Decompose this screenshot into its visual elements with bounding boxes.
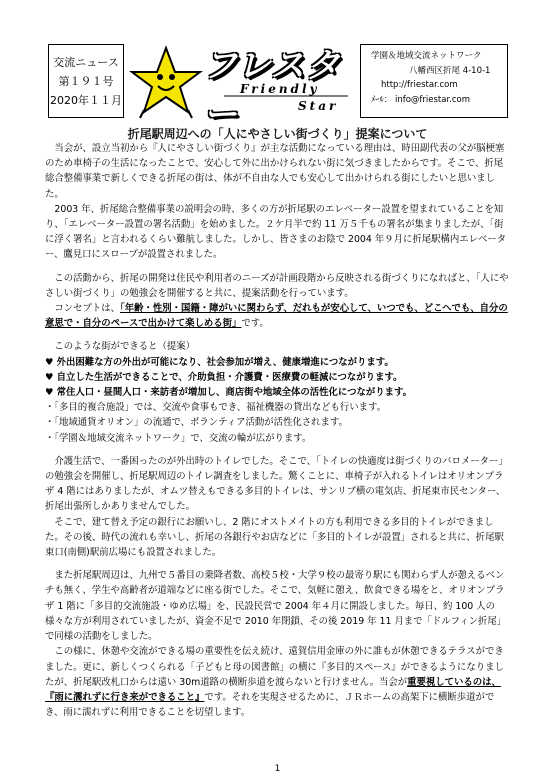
org-box [360, 44, 508, 118]
org-name: 学園＆地域交流ネットワーク [371, 51, 482, 61]
concept-tail: です。 [241, 318, 269, 330]
benefit-item: ♥ 外出困難な方の外出が可能になり、社会参加が増え、健康増進につながります。 [45, 356, 394, 368]
org-email: ﾒｰﾙ： info@friestar.com [371, 94, 471, 105]
brand-title: フレスター [203, 46, 341, 135]
issue-box [48, 44, 124, 118]
paragraph: 当会が、設立当初から『人にやさしい街づくり』が主な活動になっている理由は、時田副代表の父が脳梗塞のため車椅子の生活になったことで、安心して外に出かけられない街に気づきましたからです。そこで、折尾総合整備事業で新しくできる折尾の街は、体が不自由な人でも安心して出かけられる街にしたいと思いました。 [45, 143, 505, 200]
issue-line-3: 2020年１１月 [50, 94, 122, 107]
brand-subtitle-1: Friendly [240, 82, 320, 96]
list-intro: このような街ができると（提案） [54, 341, 196, 353]
closing-tail: です。それを実現させるために、ＪＲホームの高架下に横断歩道ができ、雨に濡れずに利用できることを切望します。 [45, 691, 495, 719]
article-title: 折尾駅周辺への「人にやさしい街づくり」提案について [127, 127, 428, 141]
org-address: 八幡西区折尾 4-10-1 [409, 65, 491, 76]
article-body [45, 141, 510, 720]
closing-emphasis: 重要視しているのは、『雨に濡れずに行き来ができること』 [45, 676, 501, 703]
issue-line-2: 第１９１号 [58, 75, 114, 88]
feature-item: ・「地域通貨オリオン」の流通で、ボランティア活動が活性化されます。 [45, 417, 348, 429]
org-url: http://friestar.com [381, 80, 458, 90]
paragraph: 介護生活で、一番困ったのが外出時のトイレでした。そこで、「トイレの快適度は街づくりのバロメーター」の勉強会を開催し、折尾駅周辺のトイレ調査をしました。驚くことに、車椅子が入れるトイレはオリオンプラザ 4 階にはありましたが、オムツ替えもできる多目的トイレは、サンリブ横の電気店、折尾東市民センター、折尾出張所しかありませんでした。 [45, 455, 508, 513]
benefit-item: ♥ 常住人口・昼間人口・来訪者が増加し、商店街や地域全体の活性化につながります。 [45, 387, 412, 399]
closing-lead: この様に、休憩や交流ができる場の重要性を伝え続け、遠賀信用金庫の外に誰もが休憩できるテラスができました。更に、新しくつくられる「子どもと母の図書館」の横に『多目的スペース』ができるようになりましたが、折尾駅改札口からは遠い 30m道路の横断歩道を渡らないと行けません。当会が [45, 646, 504, 688]
paragraph: そこで、建て替え予定の銀行にお願いし、2 階にオストメイトの方も利用できる多目的トイレができました。その後、時代の流れも幸いし、折尾の各銀行やお店などに「多目的トイレが設置」されると共に、折尾駅東口(南側)駅前広場にも設置されました。 [45, 516, 504, 559]
issue-line-1: 交流ニュース [53, 56, 119, 69]
feature-item: ・「学園＆地域交流ネットワーク」で、交流の輪が広がります。 [45, 432, 312, 444]
closing-paragraph [45, 644, 510, 720]
feature-item: ・「多目的複合施設」では、交流や食事もでき、福祉機器の貸出なども行います。 [45, 402, 387, 414]
concept-paragraph [45, 301, 510, 331]
logo [128, 44, 356, 135]
page-number: 1 [274, 764, 281, 774]
concept-statement: 「年齢・性別・国籍・障がいに関わらず、だれもが安心して、いつでも、どこへでも、自分の意思で・自分のペースで出かけて楽しめる街」 [45, 303, 508, 330]
brand-subtitle-2: Star [298, 99, 339, 113]
paragraph: 2003 年、折尾総合整備事業の説明会の時、多くの方が折尾駅のエレベーター設置を望まれていることを知り、「エレベーター設置の署名活動」を始めました。２ケ月半で約 11 万５千もの署名が集まりましたが、「街に浮く署名」と言われるくらい難航しました。しかし、皆さまのお陰で 2004 年９月に折尾駅構内エレベーター、鷹見口にスロープが設置されました。 [45, 203, 507, 261]
paragraph: また折尾駅周辺は、九州で５番目の乗降者数、高校５校・大学９校の最寄り駅にも関わらず人が憩えるベンチも無く、学生や高齢者が道端などに座る街でした。そこで、気軽に憩え、飲食できる場をと、オリオンプラザ 1 階に「多目的交流施設・ゆめ広場」を、民設民営で 2004 年４月に開設しました。毎日、約 100 人の様々な方が利用されていましたが、資金不足で 2010 年閉鎖、その後 2019 年 11 月まで「ドルフィン折尾」で同様の活動をしました。 [45, 570, 507, 643]
paragraph: この活動から、折尾の開発は住民や利用者のニーズが計画段階から反映される街づくりになればと、「人にやさしい街づくり」の勉強会を開催すると共に、提案活動を行っています。 [45, 272, 509, 299]
benefit-list [45, 355, 510, 446]
benefit-item: ♥ 自立した生活ができることで、介助負担・介護費・医療費の軽減につながります。 [45, 371, 403, 383]
concept-lead: コンセプトは、 [54, 303, 121, 315]
